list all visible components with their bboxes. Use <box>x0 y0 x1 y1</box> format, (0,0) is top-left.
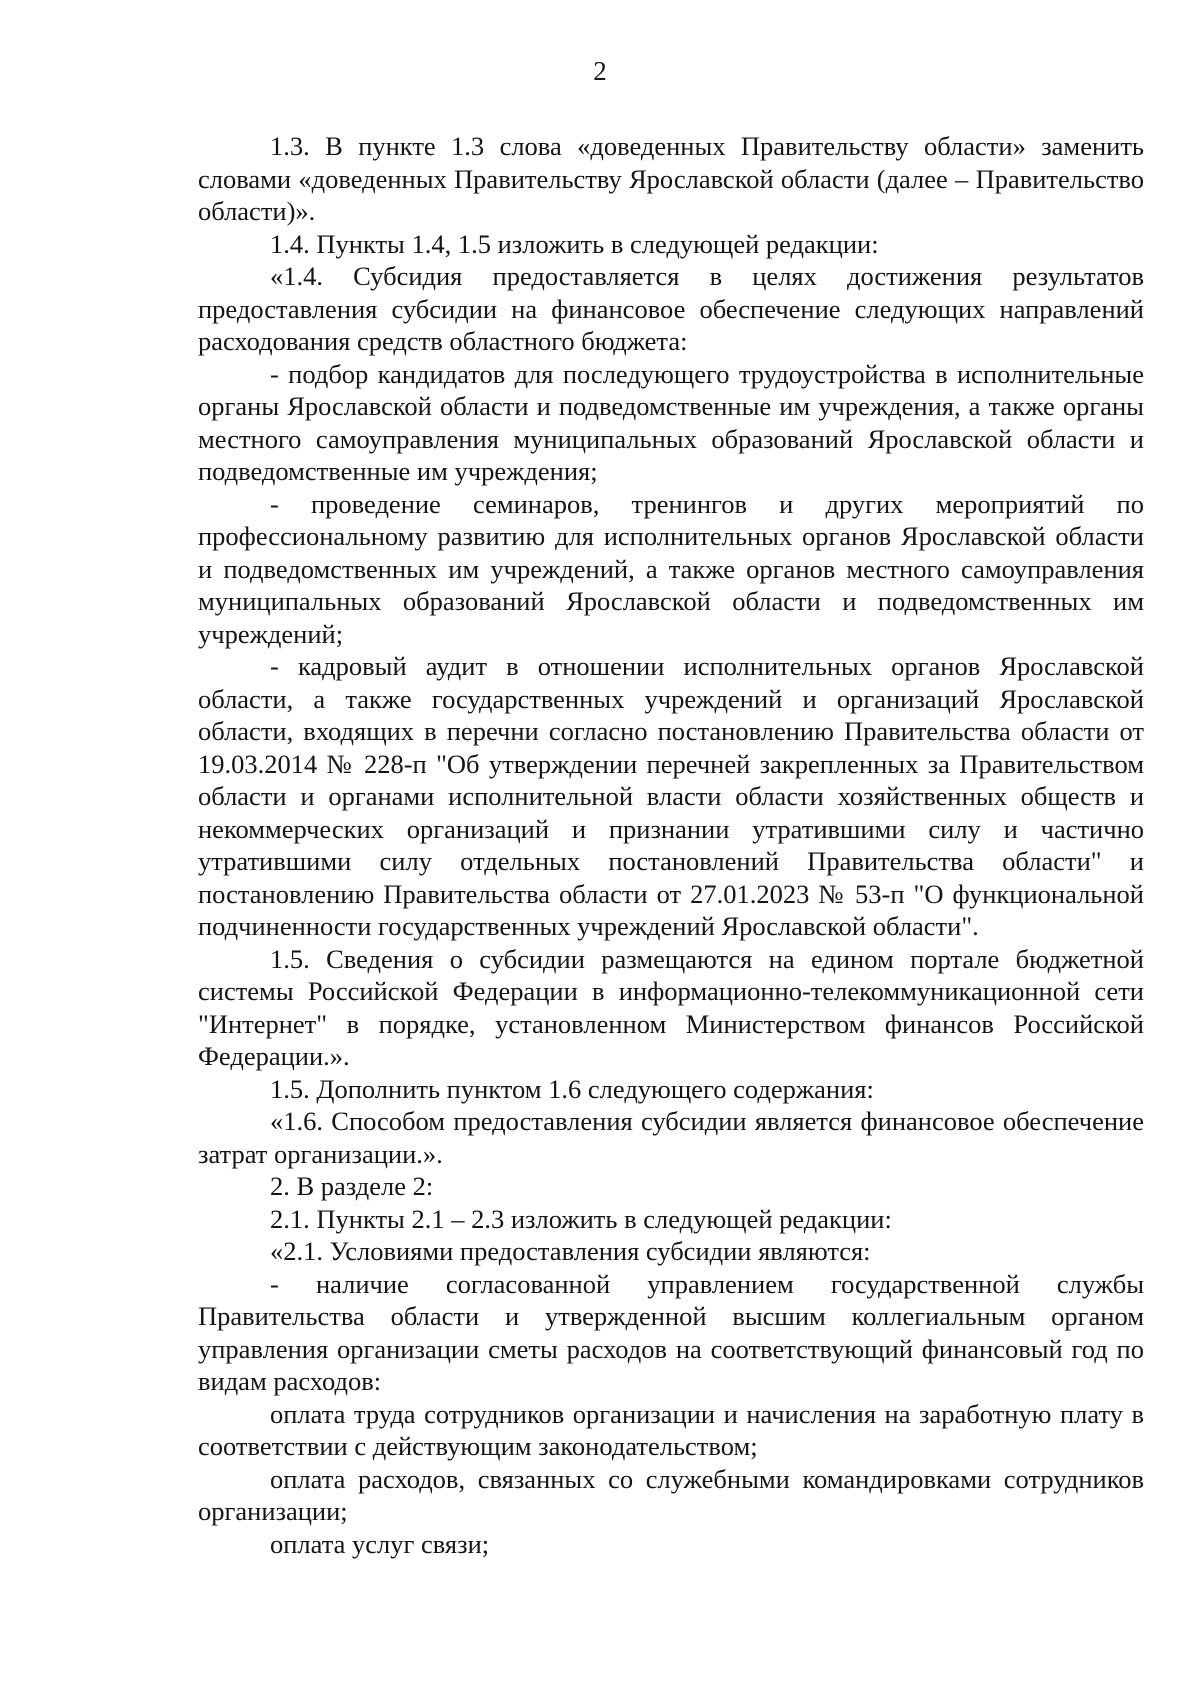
paragraph-1-5-add: 1.5. Дополнить пунктом 1.6 следующего содержания: <box>270 1073 874 1104</box>
paragraph-2-1-intro: 2.1. Пункты 2.1 – 2.3 изложить в следующей редакции: <box>270 1203 892 1234</box>
page-number: 2 <box>593 56 607 86</box>
paragraph-section-2: 2. В разделе 2: <box>270 1171 434 1201</box>
list-item-budget-estimate: - наличие согласованной управлением государственной службы Правительства области и утвержденной высшим коллегиальным органом управления организации сметы расходов на соответствующий финансовый год по видам расходов: <box>198 1268 1144 1396</box>
paragraph-1-5-new: 1.5. Сведения о субсидии размещаются на едином портале бюджетной системы Российской Федерации в информационно-телекоммуникационной сети "Интернет" в порядке, установленном Министерством финансов Российской Федерации.». <box>198 943 1144 1071</box>
list-item-seminars: - проведение семинаров, тренингов и других мероприятий по профессиональному развитию для исполнительных органов Ярославской области и подведомственных им учреждений, а также органов местного самоуправления муниципальных образований Ярославской области и подведомственных им учреждений; <box>198 488 1144 649</box>
paragraph-1-6-new: «1.6. Способом предоставления субсидии является финансовое обеспечение затрат организации.». <box>198 1106 1144 1169</box>
paragraph-1-3: 1.3. В пункте 1.3 слова «доведенных Правительству области» заменить словами «доведенных Правительству Ярославской области (далее – Правительство области)». <box>198 131 1144 226</box>
paragraph-1-4-intro: 1.4. Пункты 1.4, 1.5 изложить в следующей редакции: <box>270 228 879 259</box>
list-item-business-trips: оплата расходов, связанных со служебными командировками сотрудников организации; <box>198 1463 1144 1526</box>
paragraph-2-1-new: «2.1. Условиями предоставления субсидии являются: <box>270 1236 871 1266</box>
paragraph-1-4-new: «1.4. Субсидия предоставляется в целях достижения результатов предоставления субсидии на финансовое обеспечение следующих направлений расходования средств областного бюджета: <box>198 261 1144 356</box>
document-body <box>198 130 1144 1560</box>
list-item-communication: оплата услуг связи; <box>270 1528 490 1559</box>
list-item-candidate-selection: - подбор кандидатов для последующего трудоустройства в исполнительные органы Ярославской области и подведомственные им учреждения, а также органы местного самоуправления муниципальных образований Ярославской области и подведомственные им учреждения; <box>198 358 1144 486</box>
list-item-personnel-audit: - кадровый аудит в отношении исполнительных органов Ярославской области, а также государственных учреждений и организаций Ярославской области, входящих в перечни согласно постановлению Правительства области от 19.03.2014 № 228-п "Об утверждении перечней закрепленных за Правительством области и органами исполнительной власти области хозяйственных обществ и некоммерческих организаций и признании утратившими силу и частично утратившими силу отдельных постановлений Правительства области" и постановлению Правительства области от 27.01.2023 № 53-п "О функциональной подчиненности государственных учреждений Ярославской области". <box>198 651 1144 941</box>
list-item-salary: оплата труда сотрудников организации и начисления на заработную плату в соответствии с действующим законодательством; <box>198 1398 1144 1461</box>
